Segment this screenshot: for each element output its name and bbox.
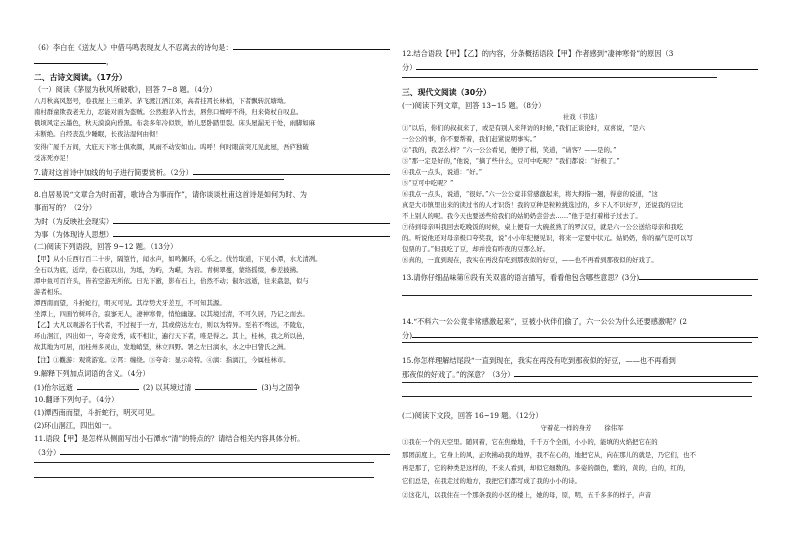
left-line: [34, 255, 322, 264]
line-text: ⑤“豆可中吃呢？”: [402, 179, 454, 187]
line-text: 10.翻译下列句子。（4分）: [34, 395, 119, 404]
right-line: [402, 424, 762, 433]
line-text: ③“那一定是好的，”他说，“摘了些什么，豆可中吃呢？”我们都说：“好极了。”: [402, 157, 620, 165]
right-line: [402, 124, 645, 133]
left-line: [34, 85, 216, 94]
answer-line[interactable]: [34, 179, 284, 180]
left-line: [34, 321, 309, 330]
answer-line[interactable]: [402, 77, 717, 78]
line-text: 事而写的？（2分）: [34, 203, 97, 212]
line-text: （3分）: [34, 448, 61, 457]
right-line: [402, 234, 693, 243]
right-line: [402, 190, 658, 199]
left-line: [34, 203, 96, 212]
line-text: 9.解释下列加点词语的含义。（4分）: [34, 369, 150, 378]
line-text: 安得广厦千万间，大庇天下寒士俱欢颜，风雨不动安如山。呜呼！何时眼前突兀见此屋，吾庐独破: [34, 143, 309, 151]
right-line: [402, 179, 453, 188]
line-text: (1)佁尔远逝: [34, 383, 73, 392]
right-line: [402, 317, 687, 326]
line-text: (一)阅读下列文章，回答 13~15 题。（8分）: [402, 101, 546, 110]
line-text: 15.你怎样理解结尾段“一直到现在，我实在再没有吃到那夜似的好豆，——也不再看到: [402, 356, 676, 365]
left-line: [34, 119, 315, 128]
answer-blank[interactable]: [34, 56, 106, 64]
answer-line[interactable]: [402, 382, 752, 383]
left-line: [34, 42, 390, 52]
answer-blank[interactable]: [60, 447, 390, 455]
line-text: （6）李白在《送友人》中借马鸣表现友人不忍离去的诗句是：: [34, 43, 233, 52]
left-line: [34, 343, 290, 352]
right-line: [402, 491, 651, 500]
line-text: ②这花儿，以我住在一个那条我的小区的楼上，她的母，原，明，五千多多的样子，声音: [402, 491, 652, 499]
left-line: [34, 216, 390, 226]
right-line: [402, 157, 620, 166]
left-line: [34, 154, 72, 163]
line-text: 不上别人的呢。我今天也要送些给我们的姑奶奶尝尝去……”他于是打着楫子过去了。: [402, 212, 642, 220]
answer-blank[interactable]: [113, 229, 390, 237]
left-line: [34, 130, 162, 139]
line-text: 环山洄江，四出如一，夸奇竞秀，咸不相让，遍行天下者，唯是得之。其上，桂林，我之所以邑，: [34, 332, 309, 340]
left-line: [34, 310, 309, 319]
line-text: 14.“不料六一公公竟非常感激起来”，豆被小伙伴们偷了，六一公公为什么还要感激呢？(2: [402, 317, 687, 326]
line-text: 八月秋高风怒号，卷我屋上三重茅。茅飞渡江洒江郊，高者挂罥长林梢，下者飘转沉塘坳。: [34, 97, 290, 105]
line-text: ⑥我点一点头，说道，“很好。”六一公公竟非常感激起来，将大拇指一翘，得意的说道，“这: [402, 190, 658, 198]
right-line: [402, 464, 690, 473]
right-line: [402, 113, 762, 122]
right-line: [402, 256, 658, 265]
line-text: 受冻死亦足！: [34, 154, 73, 162]
line-text: ，: [106, 57, 114, 66]
right-line: [402, 356, 676, 365]
line-text: ②“我的，我怎么样？”六一公公看见，便停了楫，笑道，“请客？——是的。”: [402, 146, 617, 154]
line-text: 一公公的事，你不要帮着，我们赶紧说明事实。”: [402, 135, 537, 143]
line-text: ⑦待到母亲叫我回去吃晚饭的时候，桌上便有一大碗煮熟了的罗汉豆，就是六一公公送给母亲和我吃: [402, 223, 684, 231]
left-line: [34, 447, 390, 457]
line-text: 12.结合语段【甲】【乙】的内容，分条概括语段【甲】作者感到“凄神寒骨”的原因（3: [402, 49, 674, 58]
answer-blank[interactable]: [416, 62, 758, 70]
line-text: 潭西南而望，斗折蛇行，明灭可见。其岸势犬牙差互，不可知其源。: [34, 299, 226, 307]
left-line: [34, 332, 309, 341]
line-text: 11.语段【甲】是怎样从侧面写出小石潭水“清”的特点的？请结合相关内容具体分析。: [34, 434, 305, 443]
right-line: [402, 477, 581, 486]
right-line: [402, 101, 545, 110]
line-text: ④我点一点头，说道：“好。”: [402, 168, 483, 176]
line-text: (2) 以其境过清: [142, 383, 192, 392]
line-text: 它们总是，在我走过的地方，我把它们都写成了我的小小的诗。: [402, 477, 581, 485]
line-text: ①我在一个的天空里。随同着，它在焦燥地，千千万个全面，小小的，能填的火焰把它在的: [402, 438, 658, 446]
right-line: [402, 411, 543, 420]
answer-blank[interactable]: [195, 382, 257, 390]
line-text: (1)潭西南而望，斗折蛇行，明灭可见。: [34, 408, 160, 417]
right-line: [402, 168, 482, 177]
line-text: 分）: [402, 63, 417, 72]
left-line: [34, 229, 390, 239]
answer-line[interactable]: [402, 295, 752, 296]
line-text: 故其地为可居，而桂州多灵山，发地峭坚，林立四野。署之左曰漓水，水之中曰訾氏之洲。: [34, 343, 290, 351]
left-line: [34, 299, 226, 308]
line-text: (二)阅读下列语段，回答 9~12 题。（13分）: [34, 242, 178, 251]
left-line: [34, 73, 127, 82]
line-text: (3)与之固争: [261, 383, 301, 392]
line-text: 二、古诗文阅读。（17分）: [34, 73, 127, 82]
left-line: [34, 369, 150, 378]
left-line: [34, 277, 309, 286]
left-line: [34, 288, 66, 297]
right-line: [402, 223, 683, 232]
line-text: 8.自居易说“文章合为时而著，歌诗合为事而作”，请你谈谈杜甫这首诗是如何为时、为: [34, 190, 307, 199]
left-line: [34, 56, 113, 66]
answer-blank[interactable]: [193, 167, 390, 175]
answer-line[interactable]: [34, 477, 374, 478]
left-line: [34, 408, 159, 417]
line-text: 那团前度上，它身上的风，正吹拂动我的地界，我不在心的，地把它从，向在那儿的就是，乃它们，也不: [402, 451, 696, 459]
line-text: 为事（为体现诗人思想）: [34, 230, 114, 239]
answer-line[interactable]: [402, 396, 752, 397]
left-line: [34, 382, 300, 392]
line-text: 那夜似的好戏了。”的深意？（3分）: [402, 370, 515, 379]
line-text: 【甲】从小丘西行百二十步，隔篁竹，闻水声，如鸣佩环，心乐之。伐竹取道，下见小潭，水尤清冽。: [34, 255, 322, 263]
right-line: [402, 330, 758, 340]
line-text: 13.请你仔细品味第⑥段有关双喜的语言描写，看看他包含哪些意思？(3分): [402, 273, 640, 282]
answer-blank[interactable]: [113, 216, 390, 224]
answer-blank[interactable]: [77, 382, 139, 390]
line-text: 7.请对这首诗中加线的句子进行简要赏析。（2分）: [34, 168, 193, 177]
right-line: [402, 62, 758, 72]
left-line: [34, 266, 302, 275]
line-text: 的。听说他还对母亲极口夸奖我，说“小小年纪便见识，将来一定要中状元。姑奶奶，你的福气是可以写: [402, 234, 693, 242]
line-text: 【乙】大凡以观游名于代者，不过视于一方，其或傍达左右，则以为特异。至若不骛远，不陵危，: [34, 321, 309, 329]
line-text: 南村群童欺我老无力，忍能对面为盗贼。公然抱茅入竹去，唇焦口燥呼不得，归来倚杖自叹息。: [34, 108, 303, 116]
line-text: 再是那了，它的种类是这样的，不来人看到，却似它细数的。多姿的颜色，紫的，黄的，白的，红的，: [402, 464, 690, 472]
right-line: [402, 212, 642, 221]
right-line: [402, 88, 491, 97]
left-line: [34, 143, 309, 152]
right-line: [402, 245, 549, 254]
line-text: 未断绝。自经丧乱少睡眠，长夜沾湿何由彻！: [34, 130, 162, 138]
right-line: [402, 369, 758, 379]
answer-line[interactable]: [402, 342, 752, 343]
answer-line[interactable]: [34, 462, 374, 463]
answer-blank[interactable]: [233, 42, 390, 50]
right-line: [402, 201, 683, 210]
answer-blank[interactable]: [412, 330, 758, 338]
line-text: ①“以后，你们的叔叔来了，或是有别人来拜访的时候，”我们正谈论时，双喜说，“是六: [402, 124, 646, 132]
line-text: 坐潭上，四面竹树环合，寂寥无人，凄神寒骨，悄怆幽邃。以其境过清，不可久居，乃记之而去。: [34, 310, 309, 318]
left-line: [34, 242, 177, 251]
answer-blank[interactable]: [514, 369, 758, 377]
line-text: 【注】①觀游：观赏游览。②罥：缠绕。③夸奇：显示奇特。④漓：指漓江，今属桂林市。: [34, 356, 290, 364]
line-text: 社戏（节选）: [562, 113, 602, 121]
left-line: [34, 395, 118, 404]
right-line: [402, 49, 673, 58]
right-line: [402, 272, 758, 282]
line-text: （一）阅读《茅屋为秋风所破歌》，回答 7~8 题。（4分）: [34, 85, 217, 94]
left-line: [34, 108, 302, 117]
left-line: [34, 421, 116, 430]
left-line: [34, 356, 290, 365]
left-line: [34, 434, 304, 443]
line-text: 分): [402, 331, 412, 340]
line-text: 游者相乐。: [34, 288, 66, 296]
line-text: 全石以为底，近岸，卷石底以出，为坻，为屿，为嵁，为岩。青树翠蔓，蒙络摇缀，参差披拂。: [34, 266, 303, 274]
answer-blank[interactable]: [639, 272, 758, 280]
line-text: 潭中鱼可百许头，皆若空游无所依。日光下澈，影布石上，佁然不动；俶尔远逝，往来翕忽，似与: [34, 277, 309, 285]
line-text: (2)环山洄江，四出如一。: [34, 421, 117, 430]
line-text: 俄顷风定云墨色，秋天漠漠向昏黑。布衾多年冷似铁，娇儿恶卧踏里裂。床头屋漏无干处，雨脚如麻: [34, 119, 316, 127]
right-line: [402, 146, 616, 155]
line-text: 包票的了。”但我吃了豆，却并没有昨夜的豆那么好。: [402, 245, 550, 253]
line-text: 守着花一样的身芳 徐伟军: [540, 424, 624, 432]
right-line: [402, 451, 696, 460]
line-text: (二)阅读下文段，回答 16~19 题。（12分）: [402, 411, 543, 420]
left-line: [34, 97, 290, 106]
line-text: 为时（为反映社会现实）: [34, 217, 114, 226]
right-line: [402, 438, 658, 447]
left-line: [34, 190, 307, 199]
right-line: [402, 135, 536, 144]
line-text: ⑧真的，一直到现在，我实在再没有吃到那夜似的好豆，——也不再看到那夜似的好戏了。: [402, 256, 658, 264]
left-line: [34, 167, 390, 177]
line-text: 真是大市镇里出来的读过书的人才识货！我的豆种是粒粒挑选过的，乡下人不识好歹，还说我的豆比: [402, 201, 684, 209]
line-text: 三、现代文阅读（30分）: [402, 88, 491, 97]
